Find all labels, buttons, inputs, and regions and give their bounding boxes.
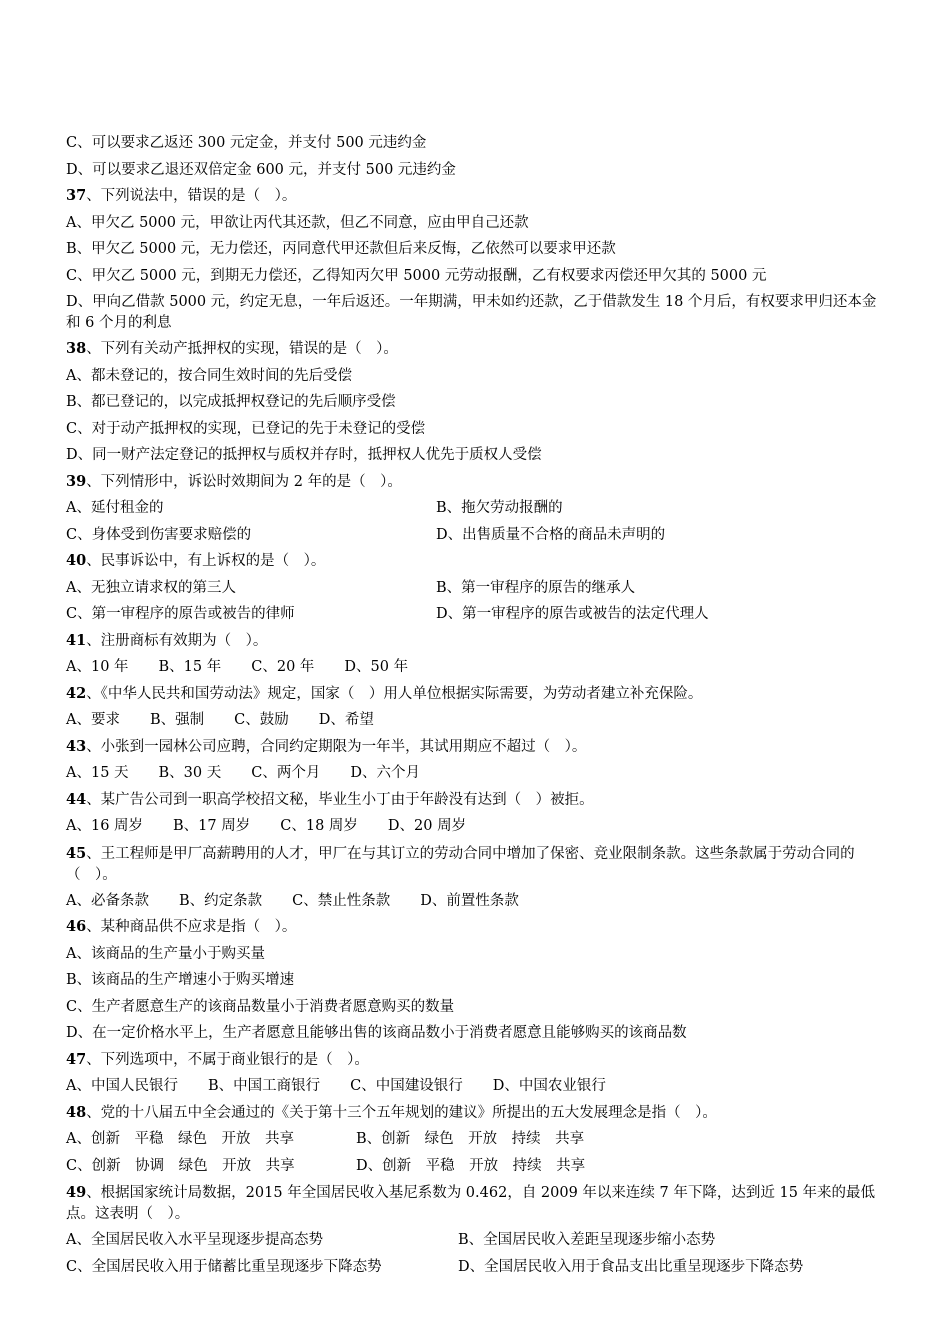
question-number: 45 (66, 844, 87, 862)
option-b: B、强制 (149, 712, 205, 728)
question-text: 、注册商标有效期为（ ）。 (86, 632, 268, 649)
question-44 (66, 787, 886, 814)
option-c: C、20 年 (251, 659, 315, 675)
option-line: D、可以要求乙退还双倍定金 600 元，并支付 500 元违约金 (66, 161, 456, 178)
option-row (66, 1126, 886, 1153)
option-b: B、甲欠乙 5000 元，无力偿还，丙同意代甲还款但后来反悔，乙依然可以要求甲还款 (66, 241, 616, 257)
option-d: D、同一财产法定登记的抵押权与质权并存时，抵押权人优先于质权人受偿 (66, 447, 542, 463)
question-41 (66, 628, 886, 655)
exam-page (66, 130, 886, 1280)
option-d: D、希望 (318, 712, 374, 728)
option-b: B、15 年 (158, 659, 222, 675)
question-46 (66, 914, 886, 941)
option-a: A、必备条款 (66, 892, 149, 909)
option-d: D、全国居民收入用于食品支出比重呈现逐步下降态势 (458, 1258, 804, 1275)
option-row (66, 495, 886, 522)
option-c: C、甲欠乙 5000 元，到期无力偿还，乙得知丙欠甲 5000 元劳动报酬，乙有权要求丙偿还甲欠其的 5000 元 (66, 267, 767, 284)
option-b: B、该商品的生产增速小于购买增速 (66, 972, 295, 988)
question-text: 、下列情形中，诉讼时效期间为 2 年的是（ ）。 (86, 473, 402, 490)
question-number: 42 (66, 684, 87, 702)
option-c: C、全国居民收入用于储蓄比重呈现逐步下降态势 (66, 1258, 382, 1275)
option-b: B、约定条款 (178, 892, 263, 909)
option-d: D、创新 平稳 开放 持续 共享 (356, 1157, 586, 1174)
question-text: 、下列有关动产抵押权的实现，错误的是（ ）。 (86, 341, 398, 357)
question-text: 、党的十八届五中全会通过的《关于第十三个五年规划的建议》所提出的五大发展理念是指（ ）。 (86, 1104, 717, 1121)
question-text: 、某种商品供不应求是指（ ）。 (86, 919, 297, 935)
question-text: 、小张到一园林公司应聘，合同约定期限为一年半，其试用期应不超过（ ）。 (86, 738, 587, 755)
option-d: D、50 年 (344, 659, 409, 675)
question-38 (66, 336, 886, 363)
option-c: C、18 周岁 (280, 818, 358, 834)
option-c: C、生产者愿意生产的该商品数量小于消费者愿意购买的数量 (66, 998, 455, 1015)
option-row (66, 575, 886, 602)
option-d: D、出售质量不合格的商品未声明的 (436, 526, 666, 543)
option-a: A、延付租金的 (66, 500, 164, 516)
question-text: 、《中华人民共和国劳动法》规定，国家（ ）用人单位根据实际需要，为劳动者建立补充保险。 (86, 685, 703, 702)
question-text: 、根据国家统计局数据，2015 年全国居民收入基尼系数为 0.462，自 2009 年以来连续 7 年下降，达到近 15 年来的最低点。这表明（ ）。 (66, 1185, 876, 1222)
question-number: 40 (66, 552, 87, 569)
option-a: A、中国人民银行 (66, 1078, 178, 1094)
option-a: A、15 天 (66, 765, 129, 781)
question-number: 38 (66, 340, 87, 357)
question-number: 49 (66, 1184, 87, 1201)
question-37 (66, 183, 886, 210)
option-row (66, 1254, 886, 1281)
option-d: D、第一审程序的原告或被告的法定代理人 (436, 606, 709, 622)
option-b: B、中国工商银行 (207, 1078, 321, 1094)
option-d: D、在一定价格水平上，生产者愿意且能够出售的该商品数小于消费者愿意且能够购买的该商品数 (66, 1025, 687, 1041)
question-48 (66, 1100, 886, 1127)
question-text: 、下列选项中，不属于商业银行的是（ ）。 (86, 1051, 369, 1068)
option-a: A、全国居民收入水平呈现逐步提高态势 (66, 1232, 323, 1248)
option-c: C、禁止性条款 (292, 892, 391, 909)
option-row (66, 707, 886, 734)
option-b: B、都已登记的，以完成抵押权登记的先后顺序受偿 (66, 394, 396, 410)
question-39 (66, 469, 886, 496)
option-a: A、甲欠乙 5000 元，甲欲让丙代其还款，但乙不同意，应由甲自己还款 (66, 214, 529, 231)
option-row (66, 601, 886, 628)
option-a: A、创新 平稳 绿色 开放 共享 (66, 1131, 294, 1147)
option-c: C、中国建设银行 (350, 1078, 463, 1094)
option-d: D、中国农业银行 (492, 1078, 606, 1094)
option-d: D、前置性条款 (420, 892, 519, 909)
option-a: A、10 年 (66, 659, 129, 675)
question-49 (66, 1179, 886, 1227)
option-row (66, 1073, 886, 1100)
option-row (66, 1227, 886, 1254)
question-number: 44 (66, 790, 87, 808)
option-c: C、对于动产抵押权的实现，已登记的先于未登记的受偿 (66, 420, 426, 437)
option-b: B、17 周岁 (173, 818, 251, 834)
option-c: C、创新 协调 绿色 开放 共享 (66, 1157, 295, 1174)
question-number: 37 (66, 187, 87, 204)
question-43 (66, 734, 886, 761)
option-row (66, 522, 886, 549)
option-row (66, 888, 886, 915)
option-c: C、鼓励 (234, 712, 289, 728)
question-number: 39 (66, 472, 87, 490)
option-b: B、创新 绿色 开放 持续 共享 (356, 1131, 585, 1147)
option-d: D、甲向乙借款 5000 元，约定无息，一年后返还。一年期满，甲未如约还款，乙于借款发生 18 个月后，有权要求甲归还本金和 6 个月的利息 (66, 294, 877, 331)
question-number: 41 (66, 631, 87, 649)
question-number: 43 (66, 737, 87, 755)
option-a: A、该商品的生产量小于购买量 (66, 945, 265, 962)
option-row (66, 813, 886, 840)
question-42 (66, 681, 886, 708)
option-c: C、两个月 (251, 765, 321, 781)
question-40 (66, 548, 886, 575)
option-b: B、拖欠劳动报酬的 (436, 500, 563, 516)
option-b: B、全国居民收入差距呈现逐步缩小态势 (458, 1232, 716, 1248)
option-b: B、第一审程序的原告的继承人 (436, 579, 636, 596)
option-c: C、身体受到伤害要求赔偿的 (66, 526, 252, 543)
option-row (66, 654, 886, 681)
question-text: 、王工程师是甲厂高薪聘用的人才，甲厂在与其订立的劳动合同中增加了保密、竞业限制条款。这些条款属于劳动合同的（ ）。 (66, 845, 855, 883)
option-a: A、无独立请求权的第三人 (66, 579, 236, 596)
option-line: C、可以要求乙返还 300 元定金，并支付 500 元违约金 (66, 135, 427, 151)
option-a: A、都未登记的，按合同生效时间的先后受偿 (66, 367, 352, 384)
question-number: 47 (66, 1050, 87, 1068)
option-a: A、16 周岁 (66, 818, 144, 834)
question-45 (66, 840, 886, 888)
option-row (66, 760, 886, 787)
question-text: 、下列说法中，错误的是（ ）。 (86, 188, 297, 204)
option-b: B、30 天 (158, 765, 222, 781)
question-number: 46 (66, 918, 87, 935)
option-d: D、六个月 (350, 765, 420, 781)
question-text: 、某广告公司到一职高学校招文秘，毕业生小丁由于年龄没有达到（ ）被拒。 (86, 791, 594, 808)
option-row (66, 1153, 886, 1180)
option-a: A、要求 (66, 712, 120, 728)
question-47 (66, 1047, 886, 1074)
option-c: C、第一审程序的原告或被告的律师 (66, 606, 295, 622)
question-text: 、民事诉讼中，有上诉权的是（ ）。 (86, 553, 326, 569)
question-number: 48 (66, 1103, 87, 1121)
option-d: D、20 周岁 (387, 818, 467, 834)
